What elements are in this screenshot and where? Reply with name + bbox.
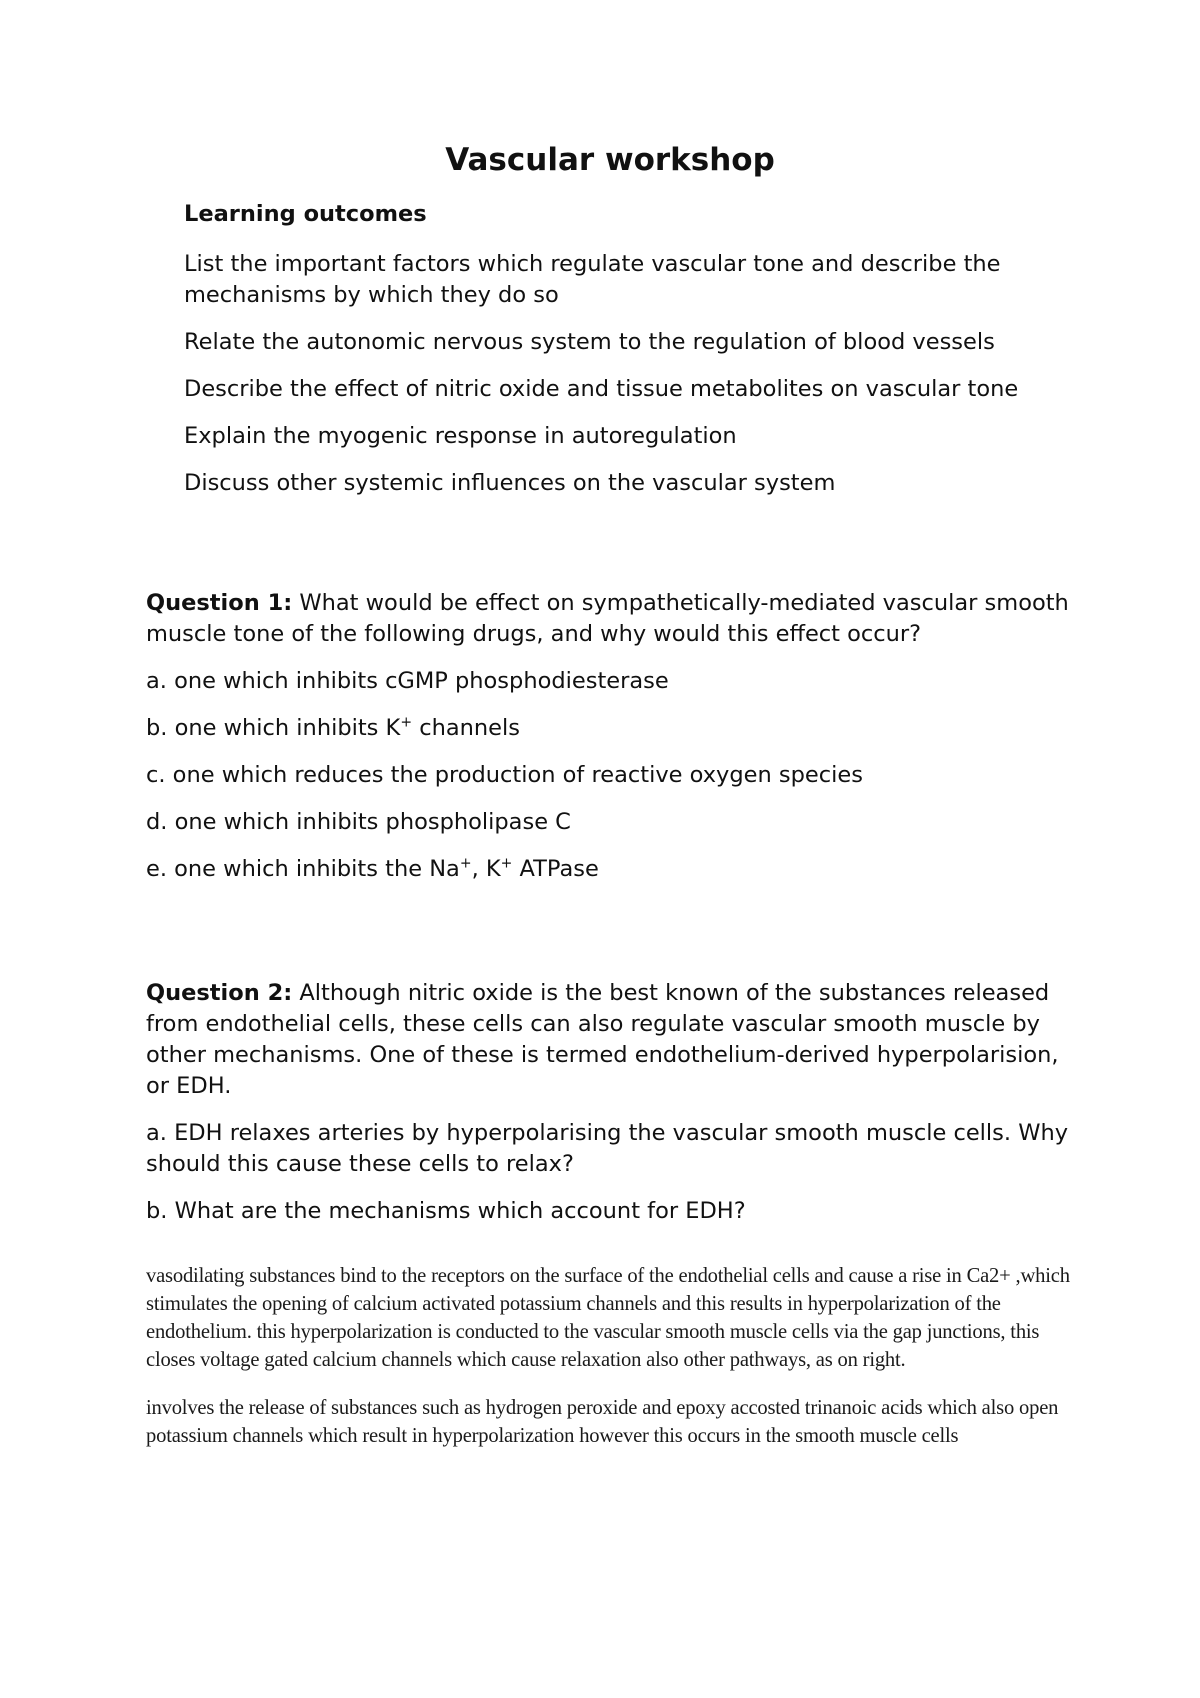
question-1-body: What would be effect on sympathetically-mediated vascular smooth muscle tone of the following drugs, and why would this effect occur? bbox=[146, 590, 1069, 647]
page-title: Vascular workshop bbox=[445, 142, 775, 178]
question-2-part-b: b. What are the mechanisms which account for EDH? bbox=[146, 1198, 746, 1224]
handwritten-answers-section bbox=[146, 1262, 1076, 1470]
answer-paragraph: involves the release of substances such as hydrogen peroxide and epoxy accosted trinanoic acids which also open potassium channels which result in hyperpolarization however this occurs in the smooth muscle cells bbox=[146, 1397, 1059, 1447]
option-e-text: e. one which inhibits the Na bbox=[146, 856, 460, 882]
option-e-text-mid: , K bbox=[471, 856, 501, 882]
question-1-section bbox=[146, 588, 1086, 901]
learning-outcomes-section bbox=[184, 200, 1084, 515]
question-2-label: Question 2: bbox=[146, 980, 293, 1006]
option-b-text: b. one which inhibits K bbox=[146, 715, 401, 741]
option-e-superscript-1: + bbox=[459, 855, 472, 872]
option-e-superscript-2: + bbox=[500, 855, 513, 872]
outcome-item: Describe the effect of nitric oxide and tissue metabolites on vascular tone bbox=[184, 376, 1019, 403]
outcome-item: List the important factors which regulate vascular tone and describe the mechanisms by which they do so bbox=[184, 251, 1001, 309]
question-1-option-e bbox=[146, 854, 1086, 885]
question-1-label: Question 1: bbox=[146, 590, 293, 616]
question-1-option-d: d. one which inhibits phospholipase C bbox=[146, 809, 571, 835]
question-2-part-a: a. EDH relaxes arteries by hyperpolarising the vascular smooth muscle cells. Why should this cause these cells to relax? bbox=[146, 1120, 1069, 1177]
answer-paragraph: vasodilating substances bind to the receptors on the surface of the endothelial cells and cause a rise in Ca2+ ,which stimulates the opening of calcium activated potassium channels and this results in hyperpolarization of the endothelium. this hyperpolarization is conducted to the vascular smooth muscle cells via the gap junctions, this closes voltage gated calcium channels which cause relaxation also other pathways, as on right. bbox=[146, 1265, 1070, 1371]
outcome-item: Discuss other systemic influences on the vascular system bbox=[184, 470, 836, 497]
question-1-option-a: a. one which inhibits cGMP phosphodiesterase bbox=[146, 668, 669, 694]
option-b-superscript: + bbox=[400, 714, 413, 731]
outcome-item: Explain the myogenic response in autoregulation bbox=[184, 423, 737, 450]
learning-outcomes-heading: Learning outcomes bbox=[184, 201, 427, 227]
outcome-item: Relate the autonomic nervous system to the regulation of blood vessels bbox=[184, 329, 995, 356]
question-2-text bbox=[146, 978, 1086, 1102]
option-b-text-end: channels bbox=[412, 715, 520, 741]
question-1-option-b bbox=[146, 713, 1086, 744]
option-e-text-end: ATPase bbox=[512, 856, 599, 882]
question-1-option-c: c. one which reduces the production of reactive oxygen species bbox=[146, 762, 863, 788]
question-1-text bbox=[146, 588, 1086, 650]
question-2-body: Although nitric oxide is the best known of the substances released from endothelial cells, these cells can also regulate vascular smooth muscle by other mechanisms. One of these is termed endothelium-derived hyperpolarision, or EDH. bbox=[146, 980, 1059, 1099]
question-2-section bbox=[146, 978, 1086, 1243]
